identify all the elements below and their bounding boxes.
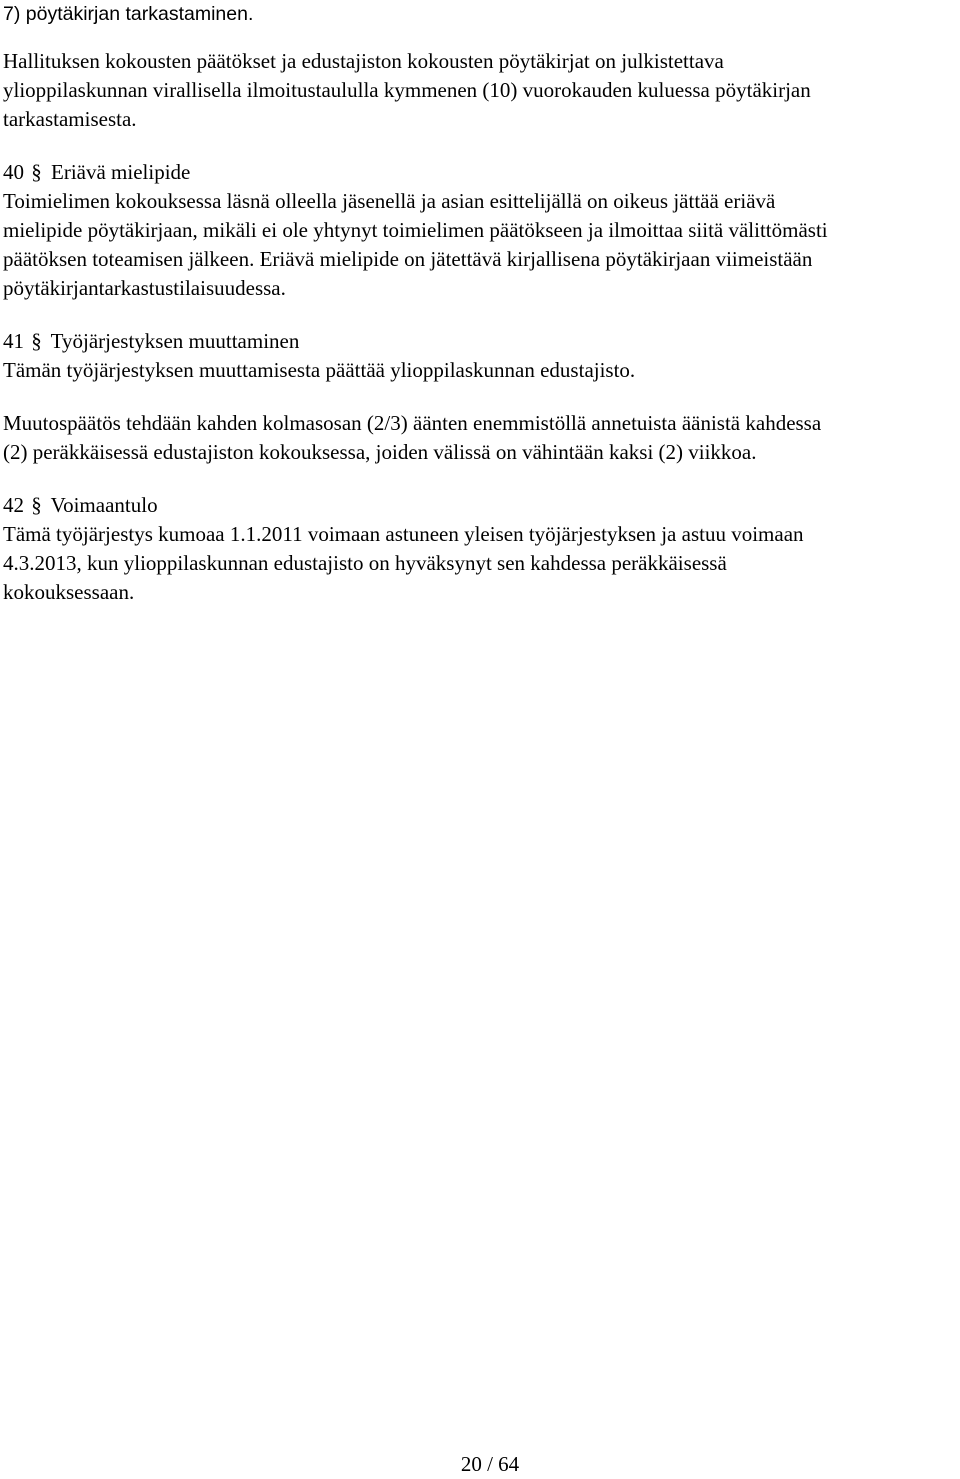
section-title: Eriävä mielipide — [51, 160, 191, 184]
spacer — [3, 134, 955, 158]
section-heading — [3, 491, 955, 520]
paragraph-line: Tämän työjärjestyksen muuttamisesta päättää ylioppilaskunnan edustajisto. — [3, 358, 636, 382]
paragraph-line: mielipide pöytäkirjaan, mikäli ei ole yhtynyt toimielimen päätökseen ja ilmoittaa siitä välittömästi — [3, 218, 828, 242]
document-page — [3, 0, 955, 607]
spacer — [3, 385, 955, 409]
paragraph-line: kokouksessaan. — [3, 580, 135, 604]
section-number: 41 — [3, 329, 24, 353]
paragraph-line: Toimielimen kokouksessa läsnä olleella jäsenellä ja asian esittelijällä on oikeus jättää eriävä — [3, 189, 776, 213]
section-symbol: § — [31, 160, 42, 184]
spacer — [3, 467, 955, 491]
section-41 — [3, 327, 955, 467]
section-number: 42 — [3, 493, 24, 517]
section-40 — [3, 158, 955, 303]
paragraph-line: pöytäkirjantarkastustilaisuudessa. — [3, 276, 286, 300]
spacer — [3, 303, 955, 327]
paragraph-line: 4.3.2013, kun ylioppilaskunnan edustajisto on hyväksynyt sen kahdessa peräkkäisessä — [3, 551, 727, 575]
spacer — [3, 29, 955, 47]
paragraph-line: tarkastamisesta. — [3, 107, 137, 131]
paragraph-line: Tämä työjärjestys kumoaa 1.1.2011 voimaan astuneen yleisen työjärjestyksen ja astuu voimaan — [3, 522, 804, 546]
section-paragraph — [3, 409, 955, 467]
paragraph-line: ylioppilaskunnan virallisella ilmoitustaululla kymmenen (10) vuorokauden kuluessa pöytäkirjan — [3, 78, 811, 102]
section-paragraph — [3, 356, 955, 385]
section-heading — [3, 327, 955, 356]
section-symbol: § — [31, 493, 42, 517]
paragraph-line: Muutospäätös tehdään kahden kolmasosan (2/3) äänten enemmistöllä annetuista äänistä kahdessa — [3, 411, 822, 435]
section-title: Voimaantulo — [50, 493, 158, 517]
section-42 — [3, 491, 955, 607]
paragraph-line: päätöksen toteamisen jälkeen. Eriävä mielipide on jätettävä kirjallisena pöytäkirjaan viimeistään — [3, 247, 813, 271]
section-number: 40 — [3, 160, 24, 184]
section-title: Työjärjestyksen muuttaminen — [50, 329, 300, 353]
section-heading — [3, 158, 955, 187]
section-paragraph — [3, 520, 955, 607]
intro-paragraph — [3, 47, 955, 134]
section-symbol: § — [31, 329, 42, 353]
list-item-7: 7) pöytäkirjan tarkastaminen. — [3, 3, 254, 25]
paragraph-line: Hallituksen kokousten päätökset ja edustajiston kokousten pöytäkirjat on julkistettava — [3, 49, 724, 73]
page-number: 20 / 64 — [460, 1452, 520, 1476]
section-paragraph — [3, 187, 955, 303]
paragraph-line: (2) peräkkäisessä edustajiston kokouksessa, joiden välissä on vähintään kaksi (2) viikkoa. — [3, 440, 757, 464]
